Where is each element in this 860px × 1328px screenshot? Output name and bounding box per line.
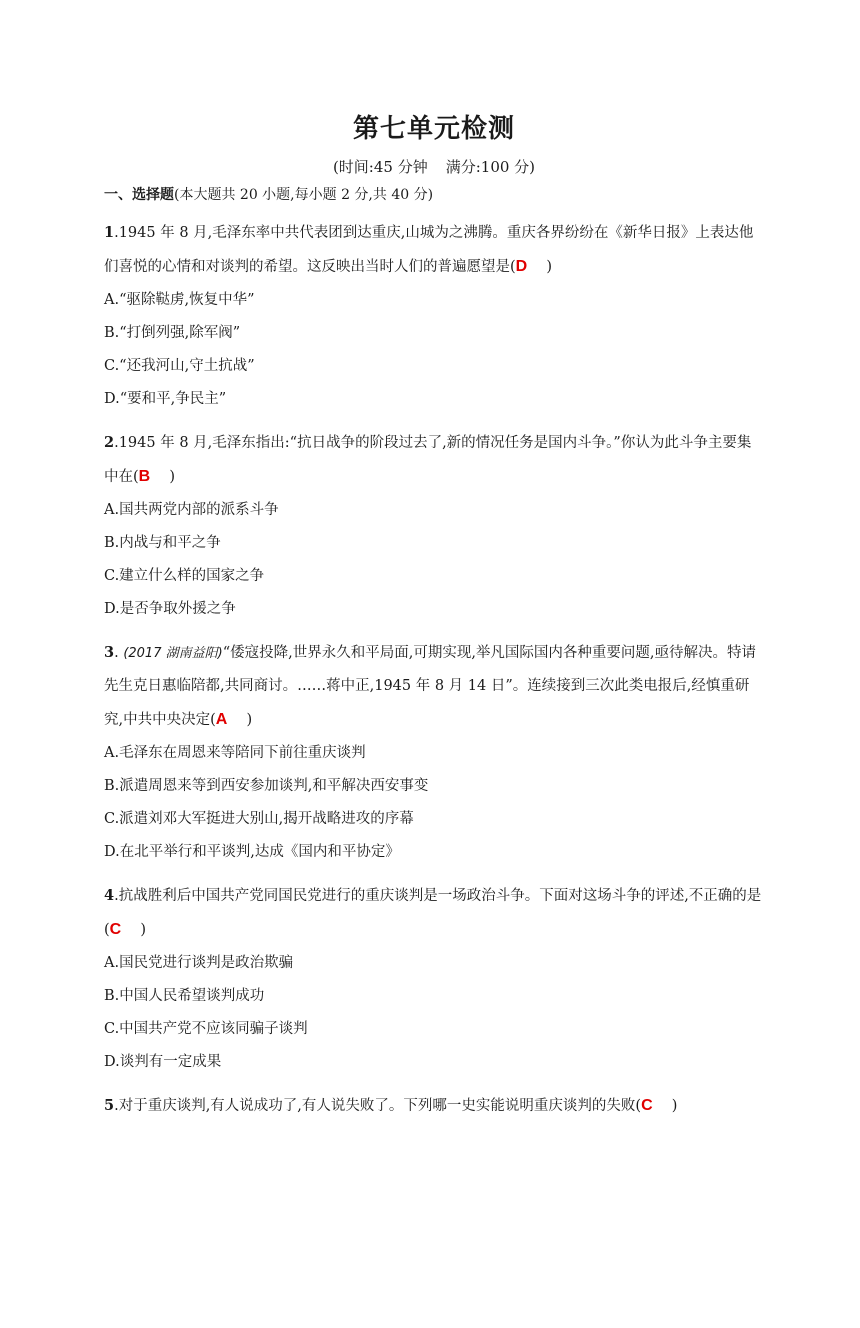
question-number: 5 — [104, 1097, 115, 1114]
answer-paren-open: ( — [510, 259, 516, 275]
answer-paren-close: ) — [527, 259, 553, 275]
exam-info — [104, 156, 764, 178]
option-b: B.“打倒列强,除军阀” — [104, 325, 241, 341]
exam-page — [0, 112, 860, 1328]
option-a: A.国民党进行谈判是政治欺骗 — [104, 955, 294, 971]
question-text: .抗战胜利后中国共产党同国民党进行的重庆谈判是一场政治斗争。下面对这场斗争的评述,不正确的是 — [114, 888, 762, 904]
answer-paren-open: ( — [104, 922, 110, 938]
option-a: A.毛泽东在周恩来等陪同下前往重庆谈判 — [104, 745, 366, 761]
question-number: 4 — [104, 887, 115, 904]
question-text: .1945 年 8 月,毛泽东指出:“抗日战争的阶段过去了,新的情况任务是国内斗争。”你认为此斗争主要集中在 — [104, 435, 752, 485]
question-source: (2017 湖南益阳) — [123, 646, 223, 661]
answer-paren-open: ( — [210, 712, 216, 728]
answer-mark: A — [215, 711, 228, 728]
answer-mark: C — [109, 921, 122, 938]
question-dot: . — [114, 645, 124, 661]
question-4 — [104, 879, 764, 947]
option-d: D.谈判有一定成果 — [104, 1054, 222, 1070]
question-text: .对于重庆谈判,有人说成功了,有人说失败了。下列哪一史实能说明重庆谈判的失败 — [114, 1098, 636, 1114]
option-b: B.中国人民希望谈判成功 — [104, 988, 265, 1004]
question-1 — [104, 216, 764, 284]
option-d: D.在北平举行和平谈判,达成《国内和平协定》 — [104, 844, 400, 860]
question-number: 1 — [104, 224, 115, 241]
option-a: A.“驱除鞑虏,恢复中华” — [104, 292, 255, 308]
answer-paren-open: ( — [635, 1098, 642, 1114]
question-5 — [104, 1089, 764, 1123]
exam-time: (时间:45 分钟 — [332, 158, 428, 176]
answer-paren-close: ) — [121, 922, 147, 938]
question-3 — [104, 636, 764, 737]
option-c: C.派遣刘邓大军挺进大别山,揭开战略进攻的序幕 — [104, 811, 414, 827]
option-d: D.是否争取外援之争 — [104, 601, 236, 617]
answer-paren-close: ) — [227, 712, 253, 728]
option-b: B.内战与和平之争 — [104, 535, 221, 551]
question-number: 3 — [104, 644, 115, 661]
option-c: C.建立什么样的国家之争 — [104, 568, 265, 584]
option-c: C.“还我河山,守土抗战” — [104, 358, 255, 374]
section-header — [104, 184, 764, 206]
section-title: 一、选择题 — [104, 187, 174, 203]
question-text: “倭寇投降,世界永久和平局面,可期实现,举凡国际国内各种重要问题,亟待解决。特请先生克日惠临陪都,共同商讨。……蒋中正,1945 年 8 月 14 日”。连续接到三次此类电报后,经慎重研究,中共中央决定 — [104, 645, 757, 728]
answer-paren-open: ( — [133, 469, 139, 485]
option-b: B.派遣周恩来等到西安参加谈判,和平解决西安事变 — [104, 778, 429, 794]
answer-paren-close: ) — [150, 469, 176, 485]
option-d: D.“要和平,争民主” — [104, 391, 227, 407]
question-list — [104, 216, 764, 1123]
answer-mark: B — [138, 468, 151, 485]
answer-paren-close: ) — [652, 1098, 678, 1114]
answer-mark: D — [515, 258, 528, 275]
answer-mark: C — [641, 1097, 653, 1114]
option-c: C.中国共产党不应该同骗子谈判 — [104, 1021, 308, 1037]
option-a: A.国共两党内部的派系斗争 — [104, 502, 279, 518]
page-title: 第七单元检测 — [352, 114, 515, 144]
question-number: 2 — [104, 434, 115, 451]
question-text: .1945 年 8 月,毛泽东率中共代表团到达重庆,山城为之沸腾。重庆各界纷纷在《新华日报》上表达他们喜悦的心情和对谈判的希望。这反映出当时人们的普遍愿望是 — [104, 225, 754, 275]
question-2 — [104, 426, 764, 494]
exam-score: 满分:100 分) — [445, 158, 536, 176]
section-note: (本大题共 20 小题,每小题 2 分,共 40 分) — [174, 187, 434, 203]
